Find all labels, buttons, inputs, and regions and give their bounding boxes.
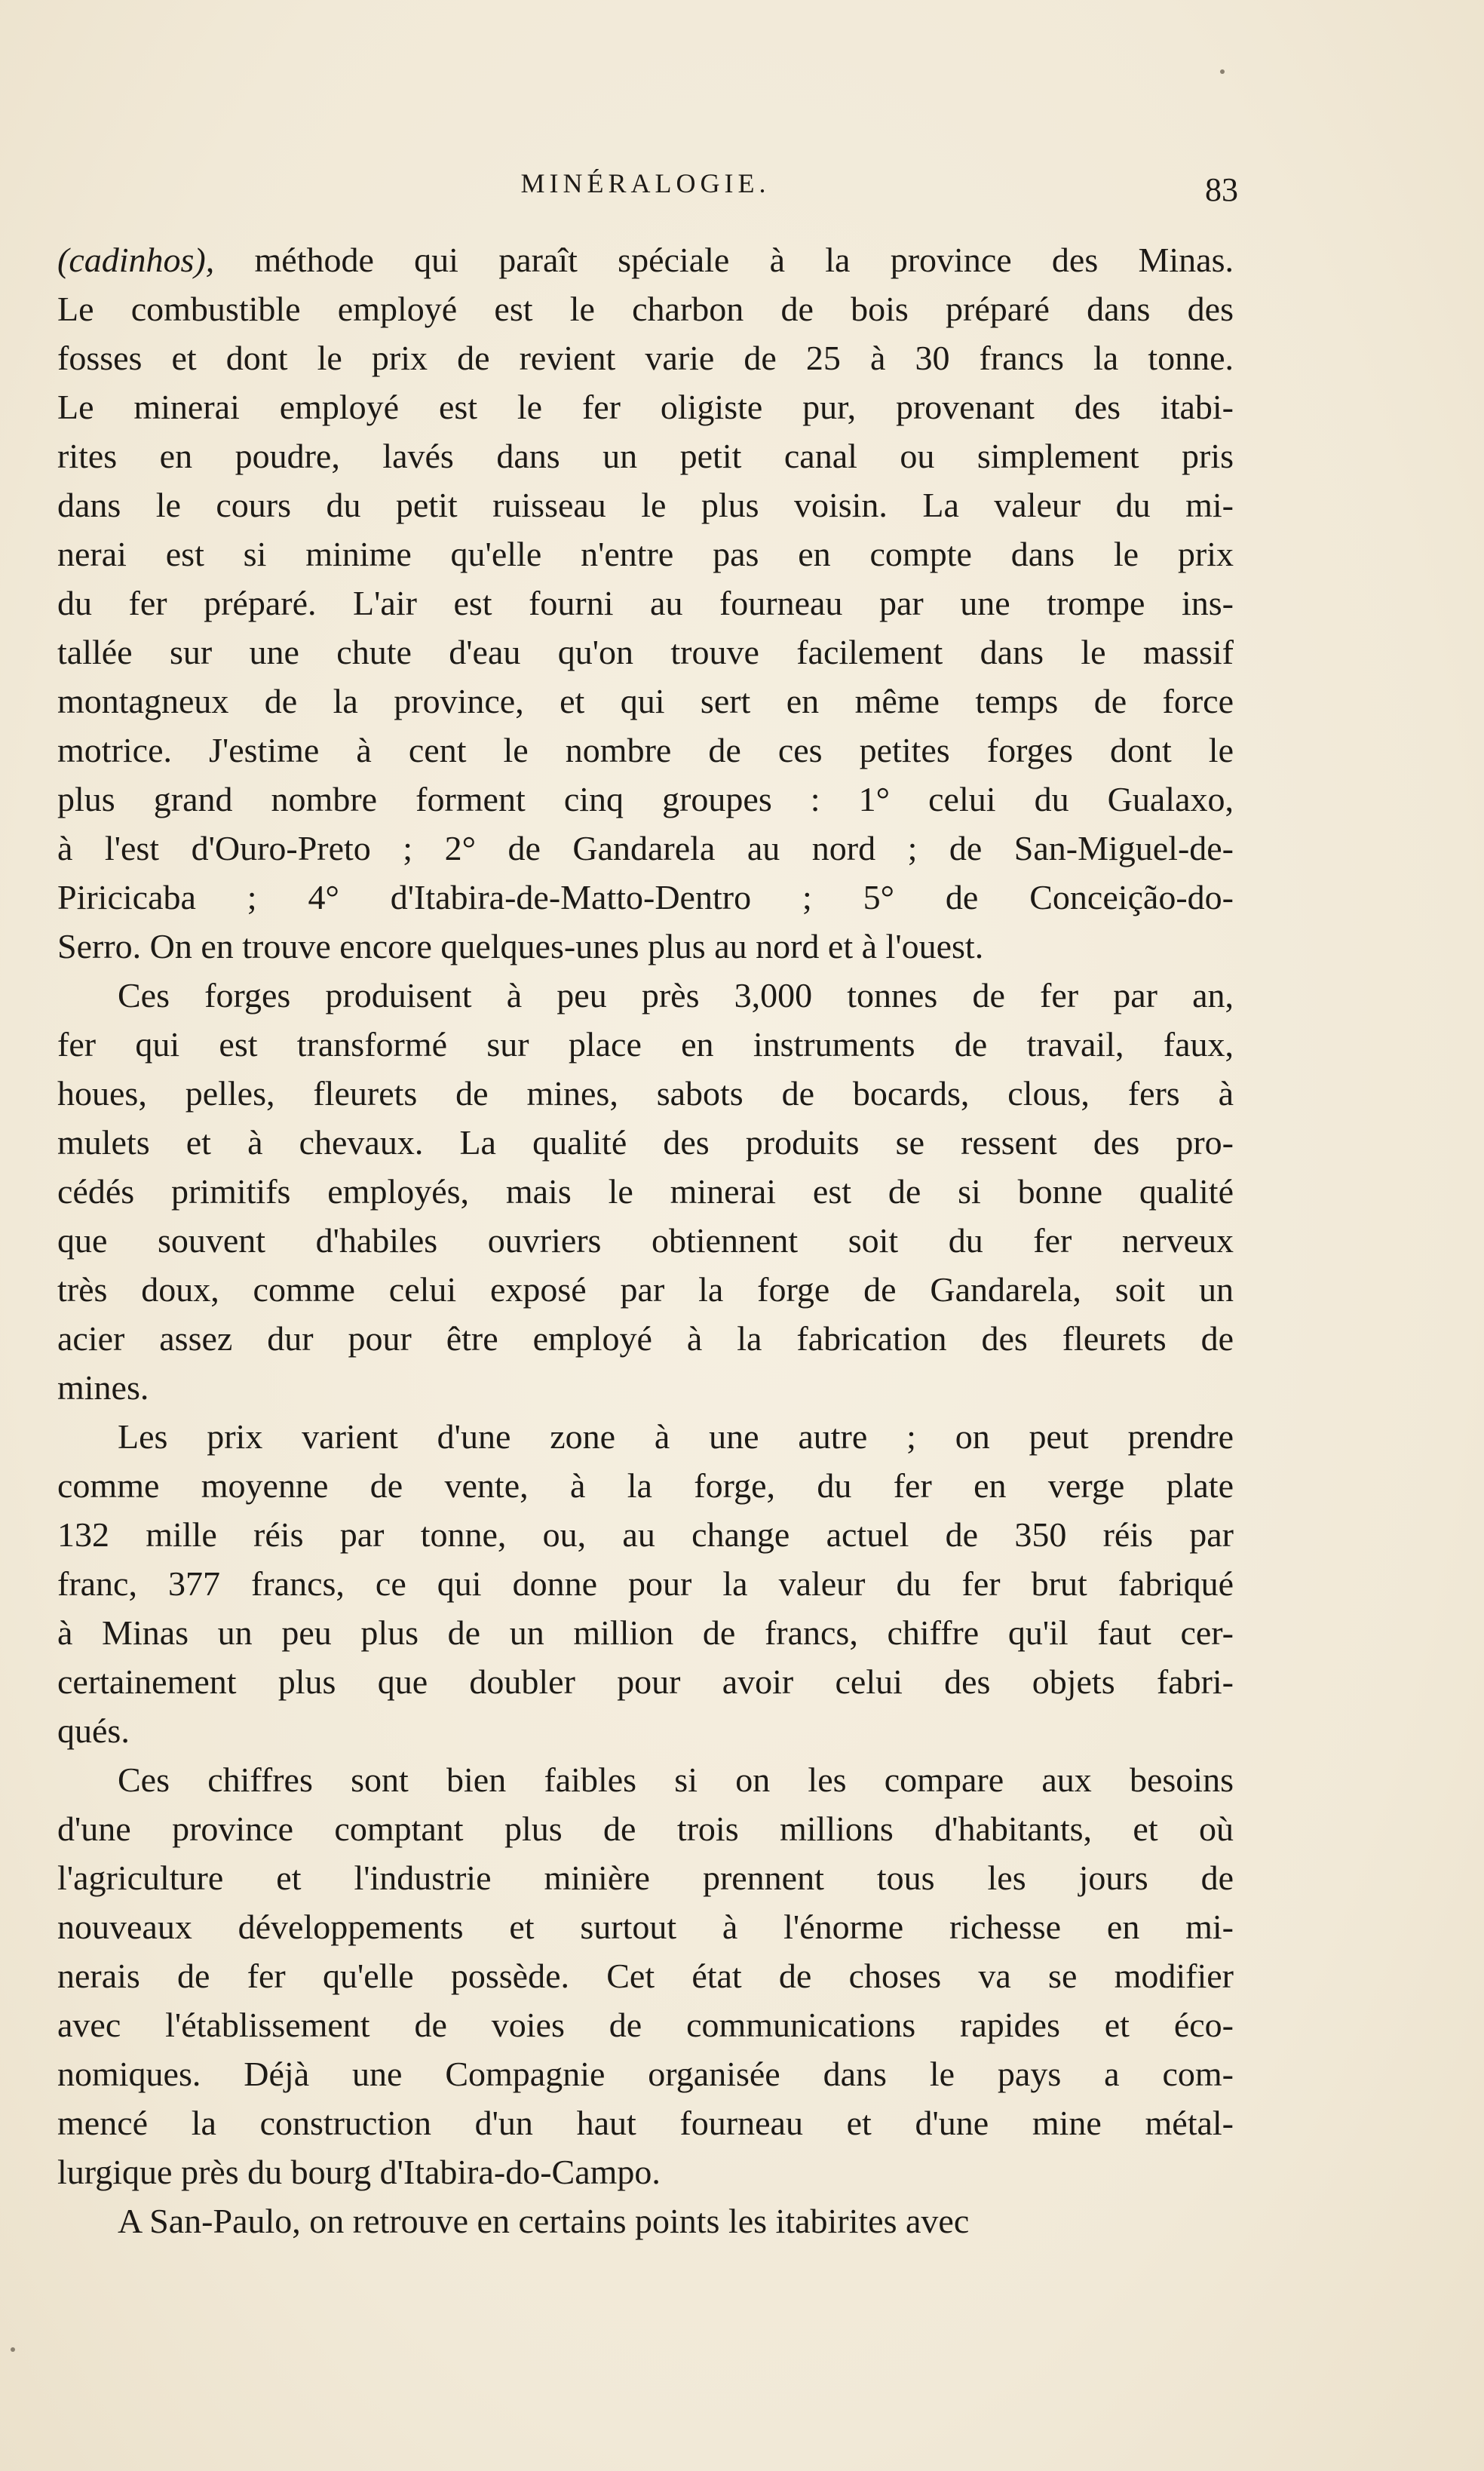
text-line: Les prix varient d'une zone à une autre ; on peut prendre xyxy=(118,1417,1234,1456)
text-line: tallée sur une chute d'eau qu'on trouve facilement dans le massif xyxy=(57,633,1234,671)
paper-speck xyxy=(11,2347,15,2352)
text-line: mulets et à chevaux. La qualité des produits se ressent des pro- xyxy=(57,1123,1234,1162)
text-line: certainement plus que doubler pour avoir celui des objets fabri- xyxy=(57,1662,1234,1701)
paragraph xyxy=(57,971,1234,1412)
text-line: à Minas un peu plus de un million de francs, chiffre qu'il faut cer- xyxy=(57,1613,1234,1652)
text-line: comme moyenne de vente, à la forge, du fer en verge plate xyxy=(57,1466,1234,1505)
text-line: Ces chiffres sont bien faibles si on les compare aux besoins xyxy=(118,1760,1234,1799)
text-line: nouveaux développements et surtout à l'énorme richesse en mi- xyxy=(57,1908,1234,1946)
text-line: qués. xyxy=(57,1711,130,1750)
text-line: fosses et dont le prix de revient varie de 25 à 30 francs la tonne. xyxy=(57,339,1234,377)
text-line: très doux, comme celui exposé par la forge de Gandarela, soit un xyxy=(57,1270,1234,1309)
text-line: 132 mille réis par tonne, ou, au change actuel de 350 réis par xyxy=(57,1515,1234,1554)
text-line: l'agriculture et l'industrie minière prennent tous les jours de xyxy=(57,1859,1234,1897)
text-line: A San-Paulo, on retrouve en certains points les itabirites avec xyxy=(118,2202,970,2240)
text-line: d'une province comptant plus de trois millions d'habitants, et où xyxy=(57,1810,1234,1848)
text-line: mines. xyxy=(57,1368,149,1407)
text-line: Ces forges produisent à peu près 3,000 tonnes de fer par an, xyxy=(118,976,1234,1014)
text-line: motrice. J'estime à cent le nombre de ces petites forges dont le xyxy=(57,731,1234,769)
text-line: à l'est d'Ouro-Preto ; 2° de Gandarela au nord ; de San-Miguel-de- xyxy=(57,829,1234,867)
text-line: nomiques. Déjà une Compagnie organisée dans le pays a com- xyxy=(57,2055,1234,2093)
text-line: fer qui est transformé sur place en instruments de travail, faux, xyxy=(57,1025,1234,1064)
page-header xyxy=(57,167,1238,213)
text-line: Serro. On en trouve encore quelques-unes plus au nord et à l'ouest. xyxy=(57,927,984,965)
body-text xyxy=(57,235,1234,2245)
text-line: plus grand nombre forment cinq groupes : 1° celui du Gualaxo, xyxy=(57,780,1234,818)
text-line: montagneux de la province, et qui sert en même temps de force xyxy=(57,682,1234,720)
text-line: acier assez dur pour être employé à la fabrication des fleurets de xyxy=(57,1319,1234,1358)
text-line: rites en poudre, lavés dans un petit canal ou simplement pris xyxy=(57,437,1234,475)
paper-speck xyxy=(1220,69,1225,74)
text-line: lurgique près du bourg d'Itabira-do-Campo. xyxy=(57,2153,661,2191)
running-head: MINÉRALOGIE. xyxy=(520,168,771,198)
paragraph xyxy=(57,2196,1234,2245)
paragraph xyxy=(57,1412,1234,1755)
text-line: houes, pelles, fleurets de mines, sabots de bocards, clous, fers à xyxy=(57,1074,1234,1113)
paragraph xyxy=(57,1755,1234,2196)
text-line: Le minerai employé est le fer oligiste pur, provenant des itabi- xyxy=(57,388,1234,426)
text-line: nerai est si minime qu'elle n'entre pas en compte dans le prix xyxy=(57,535,1234,573)
text-line: du fer préparé. L'air est fourni au fourneau par une trompe ins- xyxy=(57,584,1234,622)
paragraph xyxy=(57,235,1234,971)
italic-term: (cadinhos), xyxy=(57,241,215,279)
text-line: cédés primitifs employés, mais le minerai est de si bonne qualité xyxy=(57,1172,1234,1211)
text-line: franc, 377 francs, ce qui donne pour la valeur du fer brut fabriqué xyxy=(57,1564,1234,1603)
text-line: mencé la construction d'un haut fourneau et d'une mine métal- xyxy=(57,2104,1234,2142)
text-line: (cadinhos), méthode qui paraît spéciale à la province des Minas. xyxy=(57,241,1234,279)
page-number: 83 xyxy=(1205,171,1238,208)
text-line: Piricicaba ; 4° d'Itabira-de-Matto-Dentro ; 5° de Conceição-do- xyxy=(57,878,1234,916)
text-line: que souvent d'habiles ouvriers obtiennent soit du fer nerveux xyxy=(57,1221,1234,1260)
text-line: Le combustible employé est le charbon de bois préparé dans des xyxy=(57,290,1234,328)
text-line: nerais de fer qu'elle possède. Cet état de choses va se modifier xyxy=(57,1957,1234,1995)
text-line: dans le cours du petit ruisseau le plus voisin. La valeur du mi- xyxy=(57,486,1234,524)
text-line: avec l'établissement de voies de communications rapides et éco- xyxy=(57,2006,1234,2044)
